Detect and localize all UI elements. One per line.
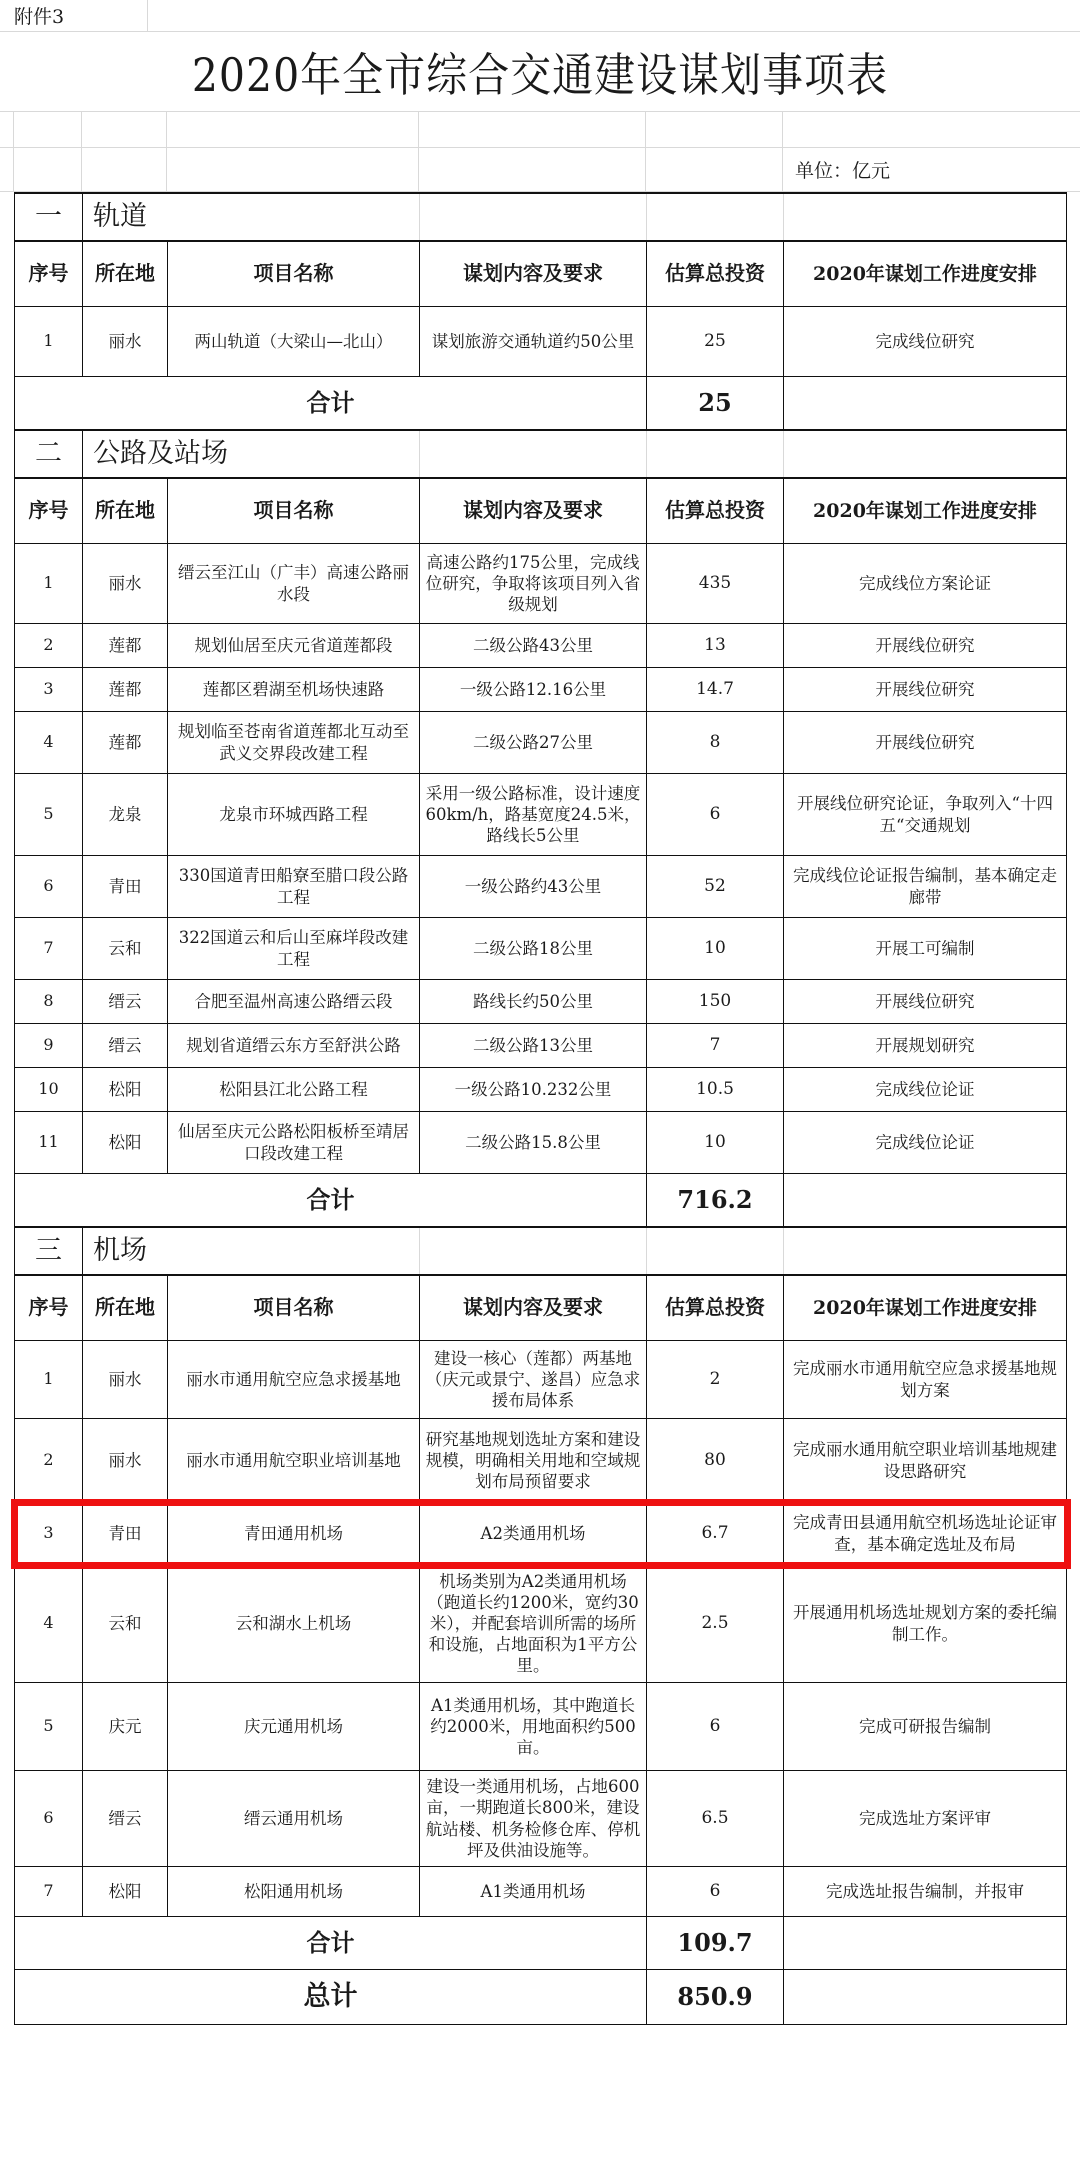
cell-project-name: 合肥至温州高速公路缙云段 <box>168 980 420 1024</box>
table-row <box>15 1068 1067 1112</box>
subtotal-row <box>15 377 1067 431</box>
cell-project-name: 仙居至庆元公路松阳板桥至靖居口段改建工程 <box>168 1112 420 1174</box>
cell-investment: 8 <box>647 712 784 774</box>
cell-description: 建设一类通用机场，占地600亩，一期跑道长800米，建设航站楼、机务检修仓库、停机坪及供油设施等。 <box>420 1771 647 1867</box>
cell-no: 3 <box>15 668 83 712</box>
cell-no: 5 <box>15 1683 83 1771</box>
cell-investment: 13 <box>647 624 784 668</box>
cell-no: 8 <box>15 980 83 1024</box>
subtotal-value: 25 <box>647 377 784 431</box>
cell-description: A1类通用机场，其中跑道长约2000米，用地面积约500亩。 <box>420 1683 647 1771</box>
subtotal-label: 合计 <box>15 1174 647 1228</box>
grand-total-blank <box>784 1970 1067 2025</box>
cell-project-name: 松阳县江北公路工程 <box>168 1068 420 1112</box>
cell-project-name: 规划省道缙云东方至舒洪公路 <box>168 1024 420 1068</box>
table-row <box>15 1419 1067 1503</box>
cell-description: 二级公路13公里 <box>420 1024 647 1068</box>
cell-description: 一级公路10.232公里 <box>420 1068 647 1112</box>
cell-schedule: 开展规划研究 <box>784 1024 1067 1068</box>
cell-no: 1 <box>15 307 83 377</box>
cell-location: 莲都 <box>83 624 168 668</box>
col-header-investment: 估算总投资 <box>647 241 784 307</box>
subtotal-blank <box>784 377 1067 431</box>
unit-note: 单位：亿元 <box>795 160 891 182</box>
cell-schedule: 完成线位论证报告编制，基本确定走廊带 <box>784 856 1067 918</box>
column-header-row <box>15 1275 1067 1341</box>
table-row <box>15 668 1067 712</box>
cell-schedule: 开展线位研究论证，争取列入“十四五“交通规划 <box>784 774 1067 856</box>
col-header-project-name: 项目名称 <box>168 478 420 544</box>
cell-schedule: 开展工可编制 <box>784 918 1067 980</box>
section-blank <box>784 430 1067 478</box>
subtotal-value: 716.2 <box>647 1174 784 1228</box>
table-row <box>15 307 1067 377</box>
cell-project-name: 莲都区碧湖至机场快速路 <box>168 668 420 712</box>
section-blank <box>420 193 647 241</box>
subtotal-label: 合计 <box>15 1917 647 1970</box>
cell-no: 3 <box>15 1503 83 1565</box>
cell-no: 7 <box>15 918 83 980</box>
cell-description: 一级公路约43公里 <box>420 856 647 918</box>
page-title: 2020年全市综合交通建设谋划事项表 <box>191 48 889 103</box>
cell-project-name: 青田通用机场 <box>168 1503 420 1565</box>
col-header-investment: 估算总投资 <box>647 1275 784 1341</box>
cell-location: 云和 <box>83 1565 168 1683</box>
cell-investment: 7 <box>647 1024 784 1068</box>
table-row <box>15 544 1067 624</box>
cell-project-name: 缙云通用机场 <box>168 1771 420 1867</box>
cell-schedule: 开展线位研究 <box>784 712 1067 774</box>
table-row <box>15 1771 1067 1867</box>
table-row <box>15 1565 1067 1683</box>
cell-investment: 150 <box>647 980 784 1024</box>
cell-project-name: 规划临至苍南省道莲都北互动至武义交界段改建工程 <box>168 712 420 774</box>
table-row <box>15 1683 1067 1771</box>
cell-no: 1 <box>15 544 83 624</box>
table-row-highlighted <box>15 1503 1067 1565</box>
cell-schedule: 完成选址方案评审 <box>784 1771 1067 1867</box>
grand-total-label: 总计 <box>15 1970 647 2025</box>
col-header-location: 所在地 <box>83 478 168 544</box>
attachment-row <box>0 0 1080 32</box>
cell-location: 庆元 <box>83 1683 168 1771</box>
table-row <box>15 1341 1067 1419</box>
cell-schedule: 完成丽水市通用航空应急求援基地规划方案 <box>784 1341 1067 1419</box>
table-row <box>15 774 1067 856</box>
cell-no: 11 <box>15 1112 83 1174</box>
section-blank <box>647 193 784 241</box>
section-index: 二 <box>15 430 83 478</box>
cell-location: 青田 <box>83 1503 168 1565</box>
table-row <box>15 918 1067 980</box>
col-header-schedule: 2020年谋划工作进度安排 <box>784 1275 1067 1341</box>
cell-description: 二级公路18公里 <box>420 918 647 980</box>
cell-schedule: 完成丽水通用航空职业培训基地规建设思路研究 <box>784 1419 1067 1503</box>
cell-investment: 10 <box>647 1112 784 1174</box>
cell-no: 6 <box>15 1771 83 1867</box>
cell-location: 松阳 <box>83 1068 168 1112</box>
section-banner-road <box>15 430 1067 478</box>
col-header-investment: 估算总投资 <box>647 478 784 544</box>
cell-investment: 2 <box>647 1341 784 1419</box>
col-header-project-name: 项目名称 <box>168 241 420 307</box>
cell-investment: 6.7 <box>647 1503 784 1565</box>
cell-description: 谋划旅游交通轨道约50公里 <box>420 307 647 377</box>
cell-location: 龙泉 <box>83 774 168 856</box>
section-blank <box>420 1227 647 1275</box>
cell-schedule: 完成线位论证 <box>784 1112 1067 1174</box>
cell-investment: 25 <box>647 307 784 377</box>
cell-location: 丽水 <box>83 1341 168 1419</box>
cell-investment: 6 <box>647 1867 784 1917</box>
section-banner-airport <box>15 1227 1067 1275</box>
section-blank <box>784 1227 1067 1275</box>
cell-schedule: 完成可研报告编制 <box>784 1683 1067 1771</box>
cell-no: 2 <box>15 624 83 668</box>
col-header-schedule: 2020年谋划工作进度安排 <box>784 478 1067 544</box>
cell-location: 丽水 <box>83 544 168 624</box>
table-row <box>15 1867 1067 1917</box>
col-header-schedule: 2020年谋划工作进度安排 <box>784 241 1067 307</box>
subtotal-value: 109.7 <box>647 1917 784 1970</box>
subtotal-blank <box>784 1174 1067 1228</box>
col-header-description: 谋划内容及要求 <box>420 241 647 307</box>
cell-location: 缙云 <box>83 1024 168 1068</box>
cell-investment: 435 <box>647 544 784 624</box>
cell-no: 4 <box>15 712 83 774</box>
cell-project-name: 缙云至江山（广丰）高速公路丽水段 <box>168 544 420 624</box>
cell-location: 莲都 <box>83 712 168 774</box>
cell-project-name: 松阳通用机场 <box>168 1867 420 1917</box>
table-row <box>15 1024 1067 1068</box>
unit-note-row <box>0 148 1080 192</box>
cell-investment: 6 <box>647 1683 784 1771</box>
cell-schedule: 完成青田县通用航空机场选址论证审查，基本确定选址及布局 <box>784 1503 1067 1565</box>
cell-description: 研究基地规划选址方案和建设规模，明确相关用地和空域规划布局预留要求 <box>420 1419 647 1503</box>
table-row <box>15 856 1067 918</box>
cell-description: 机场类别为A2类通用机场（跑道长约1200米，宽约30米），并配套培训所需的场所和设施，占地面积为1平方公里。 <box>420 1565 647 1683</box>
cell-project-name: 两山轨道（大梁山—北山） <box>168 307 420 377</box>
cell-location: 松阳 <box>83 1867 168 1917</box>
cell-location: 缙云 <box>83 980 168 1024</box>
section-banner-rail <box>15 193 1067 241</box>
cell-project-name: 龙泉市环城西路工程 <box>168 774 420 856</box>
cell-project-name: 322国道云和后山至麻垟段改建工程 <box>168 918 420 980</box>
cell-description: 路线长约50公里 <box>420 980 647 1024</box>
col-header-no: 序号 <box>15 241 83 307</box>
cell-description: 二级公路27公里 <box>420 712 647 774</box>
cell-schedule: 开展线位研究 <box>784 624 1067 668</box>
cell-schedule: 完成线位方案论证 <box>784 544 1067 624</box>
col-header-location: 所在地 <box>83 1275 168 1341</box>
grand-total-value: 850.9 <box>647 1970 784 2025</box>
table-row <box>15 624 1067 668</box>
table-row <box>15 1112 1067 1174</box>
col-header-no: 序号 <box>15 1275 83 1341</box>
cell-no: 7 <box>15 1867 83 1917</box>
cell-project-name: 丽水市通用航空应急求援基地 <box>168 1341 420 1419</box>
cell-project-name: 丽水市通用航空职业培训基地 <box>168 1419 420 1503</box>
cell-no: 9 <box>15 1024 83 1068</box>
section-index: 一 <box>15 193 83 241</box>
title-band <box>0 32 1080 112</box>
cell-investment: 10.5 <box>647 1068 784 1112</box>
cell-location: 云和 <box>83 918 168 980</box>
table-body <box>15 193 1067 2025</box>
cell-no: 4 <box>15 1565 83 1683</box>
cell-schedule: 完成线位论证 <box>784 1068 1067 1112</box>
section-blank <box>784 193 1067 241</box>
section-name: 轨道 <box>83 193 420 241</box>
cell-schedule: 完成线位研究 <box>784 307 1067 377</box>
col-header-project-name: 项目名称 <box>168 1275 420 1341</box>
col-header-location: 所在地 <box>83 241 168 307</box>
cell-investment: 10 <box>647 918 784 980</box>
section-name: 公路及站场 <box>83 430 420 478</box>
cell-location: 松阳 <box>83 1112 168 1174</box>
table-row <box>15 712 1067 774</box>
cell-investment: 80 <box>647 1419 784 1503</box>
col-header-no: 序号 <box>15 478 83 544</box>
cell-location: 青田 <box>83 856 168 918</box>
cell-project-name: 庆元通用机场 <box>168 1683 420 1771</box>
column-header-row <box>15 241 1067 307</box>
cell-no: 10 <box>15 1068 83 1112</box>
cell-no: 2 <box>15 1419 83 1503</box>
cell-project-name: 规划仙居至庆元省道莲都段 <box>168 624 420 668</box>
table-row <box>15 980 1067 1024</box>
grand-total-row <box>15 1970 1067 2025</box>
section-name: 机场 <box>83 1227 420 1275</box>
cell-no: 5 <box>15 774 83 856</box>
cell-schedule: 开展通用机场选址规划方案的委托编制工作。 <box>784 1565 1067 1683</box>
section-blank <box>647 430 784 478</box>
cell-no: 6 <box>15 856 83 918</box>
spacer-grid-row <box>0 112 1080 148</box>
section-index: 三 <box>15 1227 83 1275</box>
cell-description: A2类通用机场 <box>420 1503 647 1565</box>
cell-project-name: 云和湖水上机场 <box>168 1565 420 1683</box>
cell-description: 建设一核心（莲都）两基地（庆元或景宁、遂昌）应急求援布局体系 <box>420 1341 647 1419</box>
cell-project-name: 330国道青田船寮至腊口段公路工程 <box>168 856 420 918</box>
cell-location: 丽水 <box>83 307 168 377</box>
cell-investment: 14.7 <box>647 668 784 712</box>
cell-investment: 52 <box>647 856 784 918</box>
cell-location: 缙云 <box>83 1771 168 1867</box>
subtotal-row <box>15 1917 1067 1970</box>
column-header-row <box>15 478 1067 544</box>
attachment-label: 附件3 <box>0 0 148 32</box>
section-blank <box>647 1227 784 1275</box>
cell-no: 1 <box>15 1341 83 1419</box>
cell-description: A1类通用机场 <box>420 1867 647 1917</box>
subtotal-blank <box>784 1917 1067 1970</box>
subtotal-label: 合计 <box>15 377 647 431</box>
cell-description: 一级公路12.16公里 <box>420 668 647 712</box>
section-blank <box>420 430 647 478</box>
col-header-description: 谋划内容及要求 <box>420 478 647 544</box>
cell-description: 高速公路约175公里，完成线位研究，争取将该项目列入省级规划 <box>420 544 647 624</box>
col-header-description: 谋划内容及要求 <box>420 1275 647 1341</box>
cell-schedule: 开展线位研究 <box>784 980 1067 1024</box>
cell-investment: 6 <box>647 774 784 856</box>
cell-description: 二级公路15.8公里 <box>420 1112 647 1174</box>
cell-investment: 6.5 <box>647 1771 784 1867</box>
cell-description: 二级公路43公里 <box>420 624 647 668</box>
cell-location: 丽水 <box>83 1419 168 1503</box>
planning-table <box>14 192 1067 2025</box>
cell-schedule: 开展线位研究 <box>784 668 1067 712</box>
cell-investment: 2.5 <box>647 1565 784 1683</box>
cell-schedule: 完成选址报告编制，并报审 <box>784 1867 1067 1917</box>
cell-description: 采用一级公路标准，设计速度60km/h，路基宽度24.5米，路线长5公里 <box>420 774 647 856</box>
subtotal-row <box>15 1174 1067 1228</box>
cell-location: 莲都 <box>83 668 168 712</box>
